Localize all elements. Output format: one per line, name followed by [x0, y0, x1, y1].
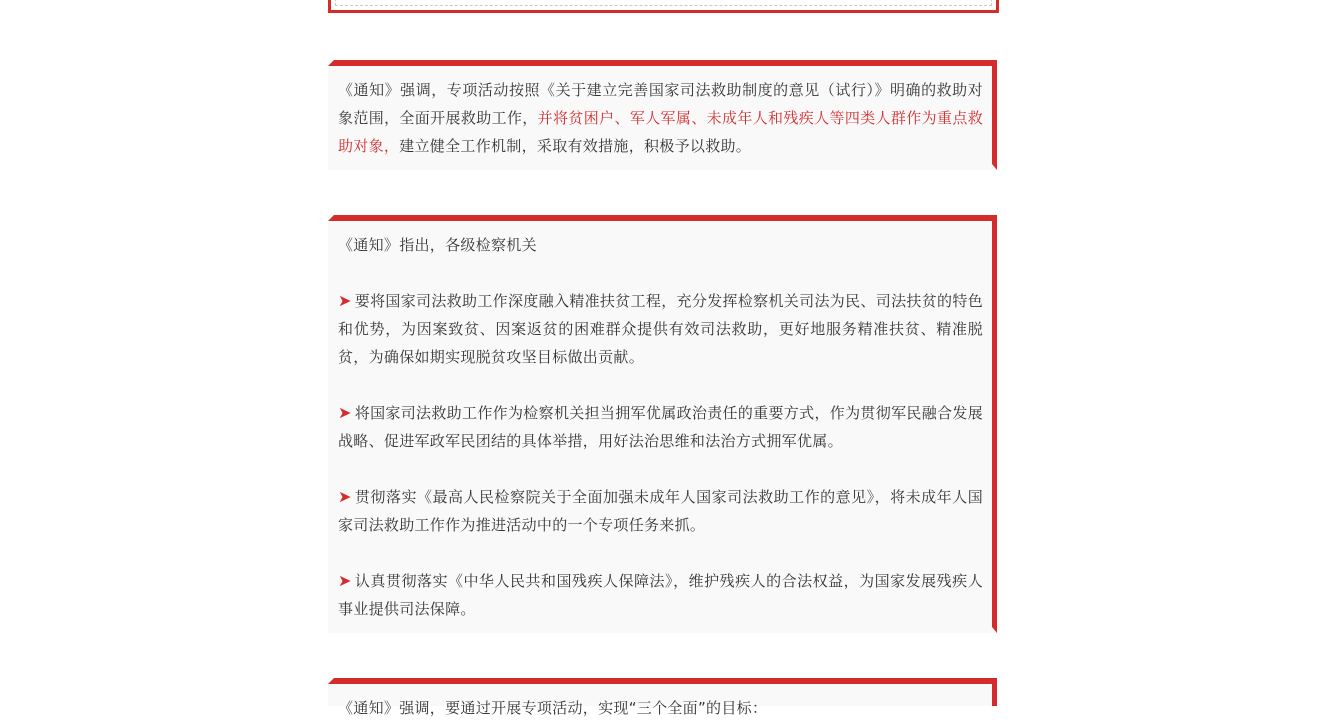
arrow-bullet-icon: ➤	[338, 487, 352, 506]
notice-card-2	[328, 215, 997, 633]
previous-section-box	[328, 0, 999, 13]
card-right-accent-bar	[992, 678, 997, 706]
card3-text: 《通知》强调，要通过开展专项活动，实现“三个全面”的目标：	[338, 699, 768, 717]
notice-card-3	[328, 678, 997, 717]
bullet-item	[338, 483, 983, 539]
card1-text-a: 《通知》强调，专项活动按照《关于建立完善国家司法救助制度的意见（试行）》明确的救助对象范围，全面开展救助工作，	[338, 81, 983, 127]
bullet-text: 要将国家司法救助工作深度融入精准扶贫工程，充分发挥检察机关司法为民、司法扶贫的特色和优势，为因案致贫、因案返贫的困难群众提供有效司法救助，更好地服务精准扶贫、精准脱贫，为确保如期实现脱贫攻坚目标做出贡献。	[338, 292, 983, 366]
card-body	[328, 215, 997, 623]
arrow-bullet-icon: ➤	[338, 291, 352, 310]
card1-highlight: 并将贫困户、军人军属、未成年人和残疾人等四类人群作为重点救助对象，	[338, 109, 984, 155]
card-top-accent-bar	[328, 215, 997, 221]
arrow-bullet-icon: ➤	[338, 571, 352, 590]
card2-intro: 《通知》指出，各级检察机关	[338, 236, 537, 254]
bullet-item	[338, 399, 983, 455]
bullet-text: 贯彻落实《最高人民检察院关于全面加强未成年人国家司法救助工作的意见》，将未成年人国家司法救助工作作为推进活动中的一个专项任务来抓。	[338, 488, 983, 534]
bullet-text: 认真贯彻落实《中华人民共和国残疾人保障法》，维护残疾人的合法权益，为国家发展残疾人事业提供司法保障。	[338, 572, 983, 618]
bullet-item	[338, 567, 983, 623]
dashed-inner-border	[335, 0, 992, 6]
card-body	[328, 678, 997, 722]
card-right-accent-bar	[992, 215, 997, 633]
notice-card-1	[328, 60, 997, 170]
card1-paragraph	[338, 76, 983, 160]
bullet-text: 将国家司法救助工作作为检察机关担当拥军优属政治责任的重要方式，作为贯彻军民融合发展战略、促进军政军民团结的具体举措，用好法治思维和法治方式拥军优属。	[338, 404, 983, 450]
card-right-accent-bar	[992, 60, 997, 170]
bullet-item	[338, 287, 983, 371]
card-body	[328, 60, 997, 160]
arrow-bullet-icon: ➤	[338, 403, 352, 422]
card-top-accent-bar	[328, 60, 997, 66]
card1-text-b: 建立健全工作机制，采取有效措施，积极予以救助。	[399, 137, 752, 155]
card-top-accent-bar	[328, 678, 997, 684]
